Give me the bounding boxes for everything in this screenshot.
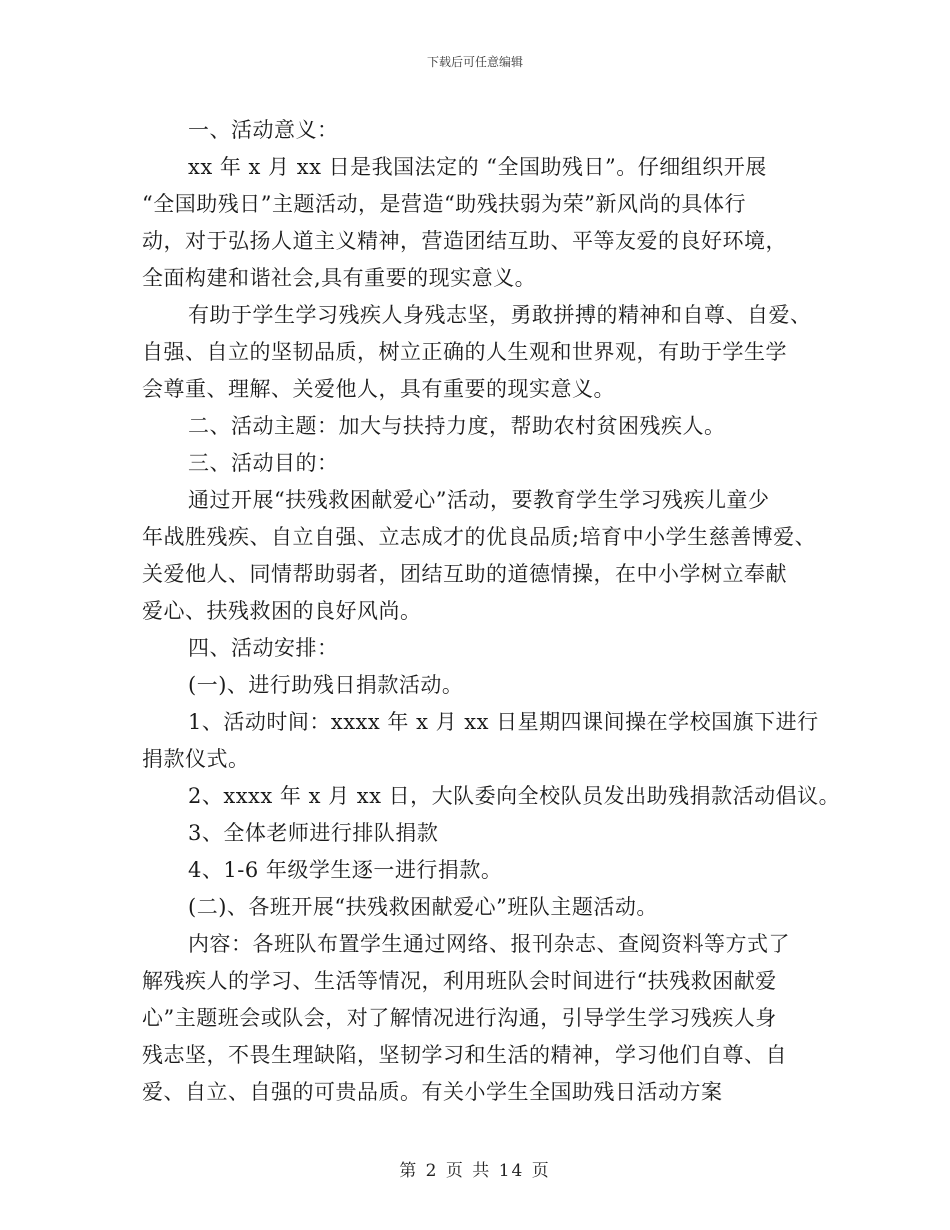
paragraph-line-first: 4、1-6 年级学生逐一进行捐款。 (188, 858, 503, 882)
paragraph-line: 解残疾人的学习、生活等情况，利用班队会时间进行“扶残救困献爱 (142, 969, 777, 993)
paragraph-line-first: 2、xxxx 年 x 月 xx 日，大队委向全校队员发出助残捐款活动倡议。 (188, 784, 841, 808)
paragraph-line-first: 三、活动目的： (188, 451, 339, 475)
paragraph-line-first: 四、活动安排： (188, 636, 339, 660)
paragraph-line-first: 3、全体老师进行排队捐款 (188, 821, 439, 845)
paragraph-line: 会尊重、理解、关爱他人，具有重要的现实意义。 (142, 377, 615, 401)
paragraph-line-first: 1、活动时间：xxxx 年 x 月 xx 日星期四课间操在学校国旗下进行 (188, 710, 819, 734)
paragraph-line: 年战胜残疾、自立自强、立志成才的优良品质;培育中小学生慈善博爱、 (142, 525, 817, 549)
paragraph-line: 动，对于弘扬人道主义精神，营造团结互助、平等友爱的良好环境， (142, 229, 787, 253)
paragraph-line: 全面构建和谐社会,具有重要的现实意义。 (142, 266, 537, 290)
paragraph-line-first: 内容：各班队布置学生通过网络、报刊杂志、查阅资料等方式了 (188, 932, 790, 956)
paragraph-line: 爱心、扶残救困的良好风尚。 (142, 599, 422, 623)
paragraph-line: 捐款仪式。 (142, 747, 250, 771)
page-number: 第 2 页 共 14 页 (399, 1161, 551, 1181)
paragraph-line-first: 通过开展“扶残救困献爱心”活动，要教育学生学习残疾儿童少 (188, 488, 770, 512)
paragraph-line-first: 一、活动意义： (188, 118, 339, 142)
paragraph-line: 爱、自立、自强的可贵品质。有关小学生全国助残日活动方案 (142, 1080, 723, 1104)
paragraph-line: 残志坚，不畏生理缺陷，坚韧学习和生活的精神，学习他们自尊、自 (142, 1043, 787, 1067)
paragraph-line-first: (二)、各班开展“扶残救困献爱心”班队主题活动。 (188, 895, 658, 919)
paragraph-line-first: 二、活动主题：加大与扶持力度，帮助农村贫困残疾人。 (188, 414, 726, 438)
paragraph-line: 关爱他人、同情帮助弱者，团结互助的道德情操，在中小学树立奉献 (142, 562, 787, 586)
paragraph-line: “全国助残日”主题活动，是营造“助残扶弱为荣”新风尚的具体行 (142, 192, 746, 216)
paragraph-line-first: xx 年 x 月 xx 日是我国法定的 “全国助残日”。仔细组织开展 (188, 155, 767, 179)
paragraph-line-first: 有助于学生学习残疾人身残志坚，勇敢拼搏的精神和自尊、自爱、 (188, 303, 812, 327)
paragraph-line: 自强、自立的坚韧品质，树立正确的人生观和世界观，有助于学生学 (142, 340, 787, 364)
paragraph-line-first: (一)、进行助残日捐款活动。 (188, 673, 464, 697)
header-note: 下载后可任意编辑 (426, 55, 523, 69)
document-body (142, 112, 841, 1111)
paragraph-line: 心”主题班会或队会，对了解情况进行沟通，引导学生学习残疾人身 (142, 1006, 777, 1030)
